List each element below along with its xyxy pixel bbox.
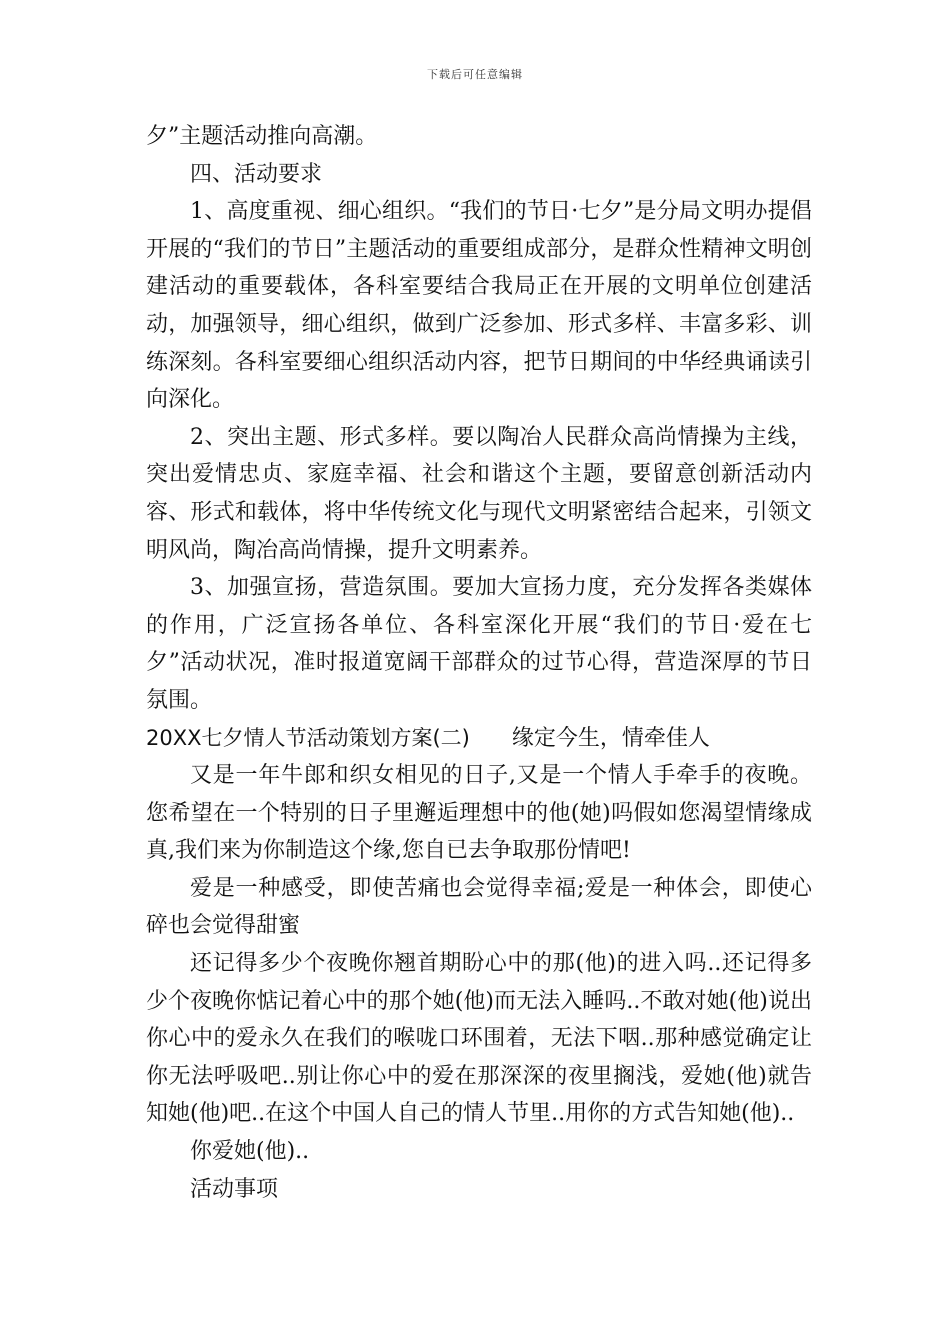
- paragraph-love-feeling: 爱是一种感受，即使苦痛也会觉得幸福;爱是一种体会，即使心碎也会觉得甜蜜: [146, 875, 812, 939]
- paragraph-memories: 还记得多少个夜晚你翘首期盼心中的那(他)的进入吗..还记得多少个夜晚你惦记着心中的那个她(他)而无法入睡吗..不敢对她(他)说出你心中的爱永久在我们的喉咙口环围着，无法下咽..那种感觉确定让你无法呼吸吧..别让你心中的爱在那深深的夜里搁浅，爱她(他)就告知她(他)吧..在这个中国人自己的情人节里..用你的方式告知她(他)..: [146, 951, 812, 1127]
- paragraph-requirement-1: 1、高度重视、细心组织。“我们的节日·七夕”是分局文明办提倡开展的“我们的节日”主题活动的重要组成部分，是群众性精神文明创建活动的重要载体，各科室要结合我局正在开展的文明单位创建活动，加强领导，细心组织，做到广泛参加、形式多样、丰富多彩、训练深刻。各科室要细心组织活动内容，把节日期间的中华经典诵读引向深化。: [146, 199, 812, 413]
- paragraph-requirement-2: 2、突出主题、形式多样。要以陶冶人民群众高尚情操为主线，突出爱情忠贞、家庭幸福、社会和谐这个主题，要留意创新活动内容、形式和载体，将中华传统文化与现代文明紧密结合起来，引领文明风尚，陶冶高尚情操，提升文明素养。: [146, 424, 812, 563]
- document-body: [146, 118, 812, 1208]
- section-heading-requirements: 四、活动要求: [190, 161, 323, 187]
- section-heading-activity-items: 活动事项: [190, 1176, 279, 1202]
- plan-heading: [146, 720, 812, 758]
- plan-subtitle: 缘定今生，情牵佳人: [511, 725, 710, 751]
- paragraph-continuation: 夕”主题活动推向高潮。: [146, 124, 378, 149]
- page-header: 下载后可任意编辑: [427, 68, 523, 81]
- paragraph-requirement-3: 3、加强宣扬，营造氛围。要加大宣扬力度，充分发挥各类媒体的作用，广泛宣扬各单位、各科室深化开展“我们的节日·爱在七夕”活动状况，准时报道宽阔干部群众的过节心得，营造深厚的节日氛围。: [146, 575, 812, 713]
- paragraph-intro: 又是一年牛郎和织女相见的日子,又是一个情人手牵手的夜晚。您希望在一个特别的日子里邂逅理想中的他(她)吗假如您渴望情缘成真,我们来为你制造这个缘,您自已去争取那份情吧!: [146, 763, 812, 864]
- plan-title: 20XX七夕情人节活动策划方案(二): [146, 725, 470, 750]
- paragraph-you-love: 你爱她(他)..: [190, 1139, 310, 1165]
